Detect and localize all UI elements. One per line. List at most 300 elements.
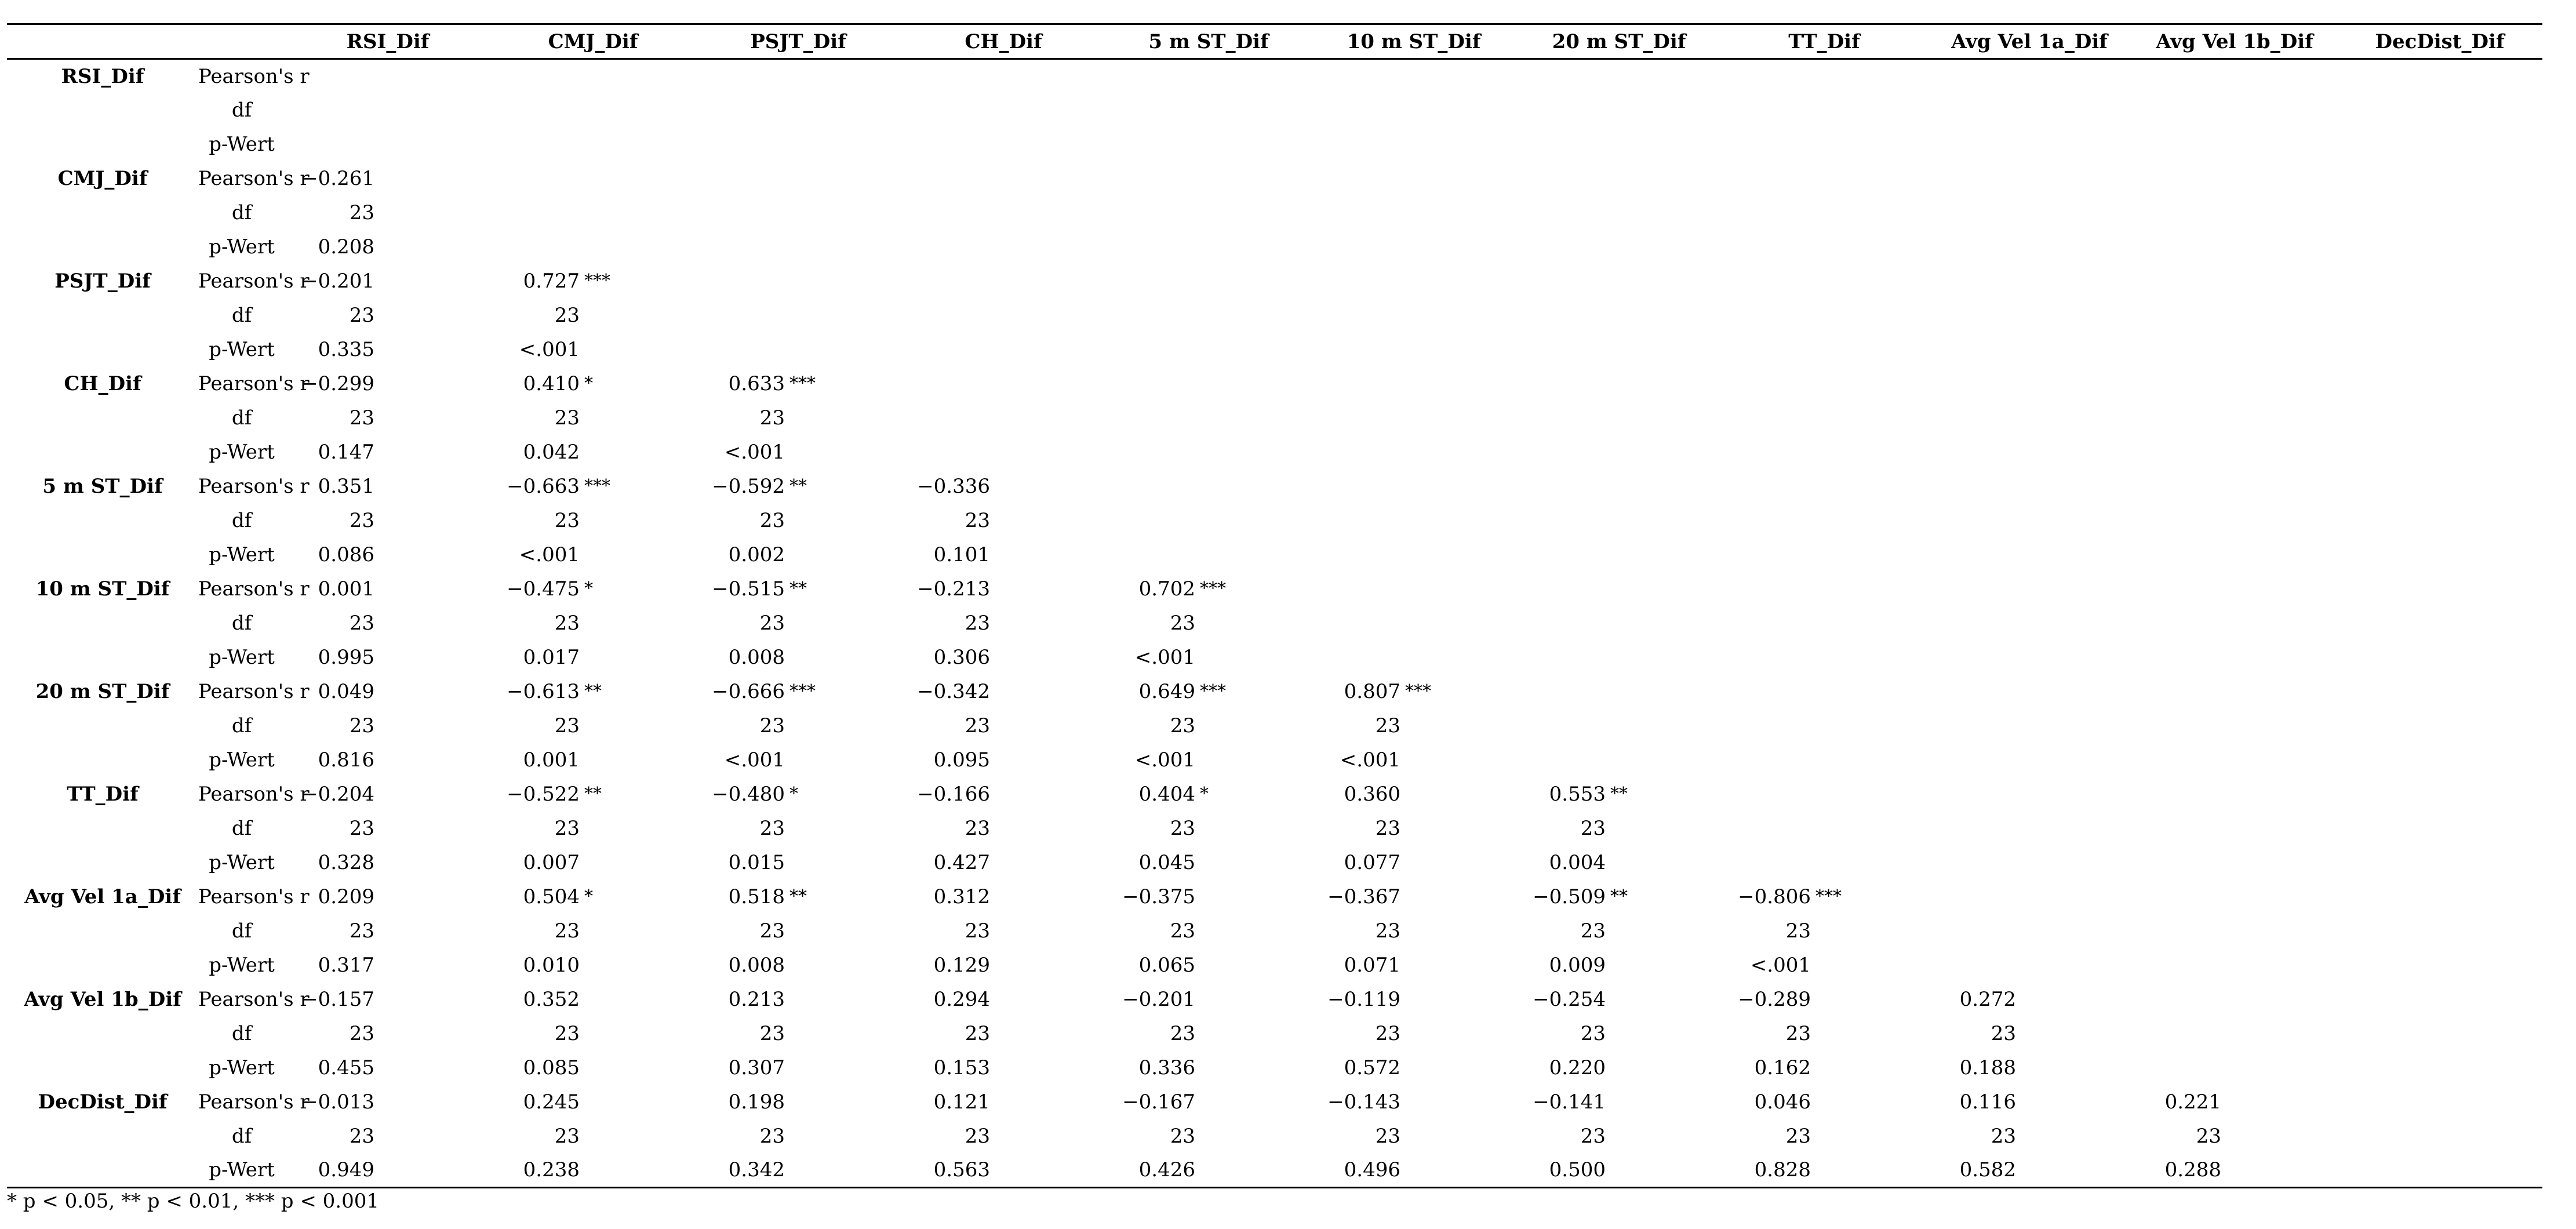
table-cell xyxy=(1311,401,1516,435)
table-row xyxy=(7,1119,2542,1154)
variable-name xyxy=(7,435,198,470)
table-row xyxy=(7,128,2542,162)
column-header: Avg Vel 1a_Dif xyxy=(1927,24,2132,59)
table-cell xyxy=(2132,948,2337,983)
table-cell xyxy=(696,812,901,846)
table-cell xyxy=(696,709,901,743)
table-row xyxy=(7,230,2542,264)
cell-value: −0.289 xyxy=(1738,988,1811,1011)
header-corner-empty xyxy=(7,24,198,59)
cell-value: 23 xyxy=(349,714,374,737)
table-cell xyxy=(901,435,1106,470)
table-cell xyxy=(1516,196,1722,230)
cell-value: 0.116 xyxy=(1959,1090,2016,1114)
cell-value: −0.157 xyxy=(301,988,374,1011)
table-cell xyxy=(2132,1119,2337,1154)
cell-value: 23 xyxy=(554,612,580,635)
table-cell xyxy=(1722,709,1927,743)
table-cell xyxy=(2132,880,2337,914)
cell-value: 23 xyxy=(759,509,785,532)
table-cell xyxy=(1927,367,2132,401)
table-cell xyxy=(1516,435,1722,470)
statistic-label: df xyxy=(231,1022,252,1045)
table-cell xyxy=(1311,470,1516,504)
table-cell xyxy=(1311,812,1516,846)
table-cell xyxy=(696,846,901,880)
table-cell xyxy=(1106,196,1311,230)
table-cell xyxy=(2132,846,2337,880)
cell-value: 0.426 xyxy=(1138,1158,1195,1182)
variable-name xyxy=(7,743,198,777)
table-cell xyxy=(1516,1017,1722,1051)
cell-value: 0.807 xyxy=(1344,680,1400,703)
table-cell xyxy=(1311,196,1516,230)
table-cell xyxy=(901,333,1106,367)
table-cell xyxy=(1311,606,1516,641)
table-cell xyxy=(696,1085,901,1119)
cell-value: 0.213 xyxy=(728,988,785,1011)
table-cell xyxy=(1106,1051,1311,1085)
table-cell xyxy=(490,1119,696,1154)
table-cell xyxy=(2132,572,2337,606)
table-cell xyxy=(696,538,901,572)
variable-name: RSI_Dif xyxy=(61,64,144,88)
cell-value: 23 xyxy=(349,509,374,532)
table-cell xyxy=(901,948,1106,983)
table-row xyxy=(7,538,2542,572)
variable-name: Avg Vel 1a_Dif xyxy=(24,885,181,908)
statistic-label: df xyxy=(231,919,252,943)
table-cell xyxy=(1311,1085,1516,1119)
cell-value: 0.272 xyxy=(1959,988,2016,1011)
table-cell xyxy=(1927,641,2132,675)
variable-name: CMJ_Dif xyxy=(57,167,148,190)
cell-value: 0.572 xyxy=(1344,1056,1400,1079)
table-cell xyxy=(1722,435,1927,470)
table-cell xyxy=(2337,1154,2542,1188)
cell-value: 0.288 xyxy=(2164,1158,2221,1182)
cell-value: 0.008 xyxy=(728,646,785,669)
table-cell xyxy=(2132,470,2337,504)
table-cell xyxy=(1516,93,1722,128)
table-cell xyxy=(2337,948,2542,983)
cell-value: −0.663 xyxy=(507,475,580,498)
cell-value: 0.317 xyxy=(318,954,374,977)
statistic-label: df xyxy=(231,304,252,327)
table-cell xyxy=(901,1017,1106,1051)
table-cell xyxy=(285,1017,490,1051)
table-cell xyxy=(1722,1119,1927,1154)
cell-value: 0.500 xyxy=(1549,1158,1606,1182)
variable-name xyxy=(7,1154,198,1188)
statistic-label: Pearson's r xyxy=(198,372,310,395)
table-cell xyxy=(1311,538,1516,572)
table-cell xyxy=(1311,675,1516,709)
table-cell xyxy=(490,846,696,880)
table-cell xyxy=(901,641,1106,675)
table-cell xyxy=(2132,812,2337,846)
table-cell xyxy=(2337,504,2542,538)
cell-value: −0.166 xyxy=(917,783,990,806)
cell-value: 0.245 xyxy=(523,1090,580,1114)
table-cell xyxy=(901,470,1106,504)
table-row xyxy=(7,435,2542,470)
cell-value: 0.427 xyxy=(933,851,990,874)
variable-name xyxy=(7,1017,198,1051)
table-row xyxy=(7,914,2542,948)
table-cell xyxy=(901,846,1106,880)
table-cell xyxy=(2337,675,2542,709)
table-row xyxy=(7,1085,2542,1119)
cell-value: 0.046 xyxy=(1754,1090,1811,1114)
statistic-label: p-Wert xyxy=(209,235,275,259)
cell-value: 0.351 xyxy=(318,475,374,498)
table-cell xyxy=(696,1119,901,1154)
table-cell xyxy=(901,709,1106,743)
table-cell xyxy=(901,128,1106,162)
table-cell xyxy=(901,538,1106,572)
cell-value: −0.261 xyxy=(301,167,374,190)
table-cell xyxy=(696,606,901,641)
table-row xyxy=(7,162,2542,196)
table-cell xyxy=(1516,333,1722,367)
variable-name xyxy=(7,333,198,367)
table-cell xyxy=(1927,1154,2132,1188)
table-row xyxy=(7,1154,2542,1188)
column-header: 10 m ST_Dif xyxy=(1311,24,1516,59)
table-row xyxy=(7,59,2542,93)
column-header: DecDist_Dif xyxy=(2337,24,2542,59)
cell-value: −0.119 xyxy=(1327,988,1400,1011)
table-cell xyxy=(1311,1017,1516,1051)
statistic-label: p-Wert xyxy=(209,748,275,772)
table-cell xyxy=(1106,333,1311,367)
table-cell xyxy=(2132,983,2337,1017)
table-cell xyxy=(490,367,696,401)
table-cell xyxy=(2132,743,2337,777)
table-cell xyxy=(490,572,696,606)
table-cell xyxy=(696,470,901,504)
table-cell xyxy=(2337,367,2542,401)
statistic-label: p-Wert xyxy=(209,954,275,977)
header-stat-empty xyxy=(198,24,285,59)
table-cell xyxy=(490,264,696,299)
column-header: RSI_Dif xyxy=(285,24,490,59)
table-cell xyxy=(696,401,901,435)
cell-value: 23 xyxy=(965,1022,990,1045)
cell-value: −0.613 xyxy=(507,680,580,703)
cell-value: −0.254 xyxy=(1533,988,1606,1011)
table-cell xyxy=(1722,230,1927,264)
column-header: CMJ_Dif xyxy=(490,24,696,59)
variable-name: DecDist_Dif xyxy=(38,1090,168,1114)
table-cell xyxy=(2337,1017,2542,1051)
cell-value: 23 xyxy=(1170,612,1195,635)
table-cell xyxy=(901,162,1106,196)
table-row xyxy=(7,504,2542,538)
table-cell xyxy=(696,1017,901,1051)
table-cell xyxy=(2337,128,2542,162)
table-cell xyxy=(490,880,696,914)
table-cell xyxy=(2337,299,2542,333)
table-cell xyxy=(901,504,1106,538)
cell-value: 23 xyxy=(1375,1022,1400,1045)
table-cell xyxy=(2337,743,2542,777)
table-cell xyxy=(2132,1085,2337,1119)
table-cell xyxy=(2337,435,2542,470)
table-cell xyxy=(285,846,490,880)
cell-value: 0.455 xyxy=(318,1056,374,1079)
cell-value: 0.220 xyxy=(1549,1056,1606,1079)
table-cell xyxy=(1722,606,1927,641)
cell-value: −0.509 xyxy=(1533,885,1606,908)
significance-marker: *** xyxy=(1405,681,1431,701)
table-cell xyxy=(285,880,490,914)
variable-name xyxy=(7,1119,198,1154)
table-cell xyxy=(696,743,901,777)
table-cell xyxy=(1927,812,2132,846)
statistic-label: p-Wert xyxy=(209,646,275,669)
statistic-label: df xyxy=(231,612,252,635)
table-cell xyxy=(2337,777,2542,812)
statistic-label: Pearson's r xyxy=(198,270,310,293)
table-cell xyxy=(490,435,696,470)
statistic-label: df xyxy=(231,714,252,737)
table-cell xyxy=(285,641,490,675)
cell-value: 23 xyxy=(1375,817,1400,840)
table-row xyxy=(7,743,2542,777)
variable-name xyxy=(7,846,198,880)
table-cell xyxy=(1516,743,1722,777)
cell-value: 23 xyxy=(965,817,990,840)
statistic-label: p-Wert xyxy=(198,1154,285,1188)
statistic-label: p-Wert xyxy=(209,338,275,361)
table-cell xyxy=(1106,812,1311,846)
table-cell xyxy=(285,230,490,264)
table-cell xyxy=(285,983,490,1017)
cell-value: −0.666 xyxy=(712,680,785,703)
table-cell xyxy=(1516,504,1722,538)
table-cell xyxy=(1516,1085,1722,1119)
table-cell xyxy=(1311,128,1516,162)
table-cell xyxy=(285,538,490,572)
table-cell xyxy=(285,914,490,948)
table-cell xyxy=(1106,572,1311,606)
table-cell xyxy=(490,914,696,948)
table-cell xyxy=(1106,709,1311,743)
cell-value: 0.828 xyxy=(1754,1158,1811,1182)
table-cell xyxy=(490,1085,696,1119)
cell-value: 23 xyxy=(1375,1125,1400,1148)
table-cell xyxy=(901,1085,1106,1119)
table-cell xyxy=(1311,948,1516,983)
cell-value: 0.086 xyxy=(318,543,374,566)
cell-value: 23 xyxy=(965,714,990,737)
table-cell xyxy=(2337,230,2542,264)
table-cell xyxy=(490,93,696,128)
statistic-label: Pearson's r xyxy=(198,885,310,908)
significance-marker: *** xyxy=(584,271,610,291)
table-cell xyxy=(1927,162,2132,196)
cell-value: 0.015 xyxy=(728,851,785,874)
cell-value: −0.592 xyxy=(712,475,785,498)
table-cell xyxy=(2337,641,2542,675)
cell-value: 23 xyxy=(1375,714,1400,737)
cell-value: 0.101 xyxy=(933,543,990,566)
table-row xyxy=(7,299,2542,333)
table-cell xyxy=(1106,983,1311,1017)
cell-value: 23 xyxy=(1170,1125,1195,1148)
table-cell xyxy=(490,230,696,264)
table-cell xyxy=(696,880,901,914)
table-cell xyxy=(285,299,490,333)
table-cell xyxy=(2132,59,2337,93)
table-cell xyxy=(1106,777,1311,812)
cell-value: 23 xyxy=(554,304,580,327)
table-cell xyxy=(1722,1154,1927,1188)
cell-value: −0.201 xyxy=(301,270,374,293)
table-cell xyxy=(2337,59,2542,93)
significance-marker: * xyxy=(584,886,593,907)
table-cell xyxy=(1927,846,2132,880)
cell-value: 0.702 xyxy=(1138,577,1195,601)
variable-name xyxy=(7,230,198,264)
cell-value: 23 xyxy=(1375,919,1400,943)
table-cell xyxy=(1927,572,2132,606)
table-cell xyxy=(490,333,696,367)
table-cell xyxy=(2337,812,2542,846)
table-cell xyxy=(901,59,1106,93)
table-cell xyxy=(1722,743,1927,777)
table-cell xyxy=(1516,983,1722,1017)
statistic-label: p-Wert xyxy=(209,1056,275,1079)
table-cell xyxy=(1311,299,1516,333)
table-cell xyxy=(285,162,490,196)
table-cell xyxy=(2337,606,2542,641)
table-cell xyxy=(2337,470,2542,504)
cell-value: 23 xyxy=(349,817,374,840)
table-cell xyxy=(285,333,490,367)
table-cell xyxy=(1722,1017,1927,1051)
table-cell xyxy=(2337,264,2542,299)
table-cell xyxy=(1722,846,1927,880)
cell-value: <.001 xyxy=(1340,748,1400,772)
statistic-label: p-Wert xyxy=(209,851,275,874)
table-cell xyxy=(901,264,1106,299)
table-row xyxy=(7,948,2542,983)
table-cell xyxy=(1516,538,1722,572)
table-cell xyxy=(2337,538,2542,572)
table-cell xyxy=(490,59,696,93)
table-cell xyxy=(1106,675,1311,709)
column-header: Avg Vel 1b_Dif xyxy=(2132,24,2337,59)
cell-value: 0.360 xyxy=(1344,783,1400,806)
cell-value: 0.009 xyxy=(1549,954,1606,977)
table-cell xyxy=(1311,333,1516,367)
table-cell xyxy=(1516,675,1722,709)
table-cell xyxy=(1516,230,1722,264)
cell-value: −0.480 xyxy=(712,783,785,806)
table-cell xyxy=(2337,196,2542,230)
table-row xyxy=(7,880,2542,914)
table-cell xyxy=(1311,846,1516,880)
table-cell xyxy=(1311,230,1516,264)
cell-value: 0.071 xyxy=(1344,954,1400,977)
table-cell xyxy=(901,983,1106,1017)
table-cell xyxy=(1106,162,1311,196)
table-row xyxy=(7,675,2542,709)
variable-name xyxy=(7,812,198,846)
table-cell xyxy=(1927,675,2132,709)
cell-value: <.001 xyxy=(1134,748,1195,772)
table-cell xyxy=(1722,538,1927,572)
significance-marker: * xyxy=(1200,784,1209,804)
table-cell xyxy=(1927,435,2132,470)
table-cell xyxy=(2132,264,2337,299)
cell-value: 0.312 xyxy=(933,885,990,908)
table-cell xyxy=(901,196,1106,230)
table-cell xyxy=(901,367,1106,401)
table-cell xyxy=(2132,367,2337,401)
table-cell xyxy=(490,606,696,641)
table-row xyxy=(7,846,2542,880)
table-cell xyxy=(1927,709,2132,743)
cell-value: 23 xyxy=(554,817,580,840)
table-cell xyxy=(2132,230,2337,264)
table-cell xyxy=(2337,1119,2542,1154)
significance-marker: ** xyxy=(1610,886,1628,907)
variable-name xyxy=(7,196,198,230)
significance-footnote: * p < 0.05, ** p < 0.01, *** p < 0.001 xyxy=(7,1190,379,1213)
table-cell xyxy=(901,880,1106,914)
table-cell xyxy=(1311,162,1516,196)
cell-value: 0.121 xyxy=(933,1090,990,1114)
statistic-label: Pearson's r xyxy=(198,1090,310,1114)
significance-marker: ** xyxy=(789,476,807,496)
statistic-label: p-Wert xyxy=(209,133,275,156)
variable-name xyxy=(7,606,198,641)
table-cell xyxy=(1311,367,1516,401)
table-cell xyxy=(285,93,490,128)
cell-value: 0.045 xyxy=(1138,851,1195,874)
table-body xyxy=(7,59,2542,1188)
cell-value: 23 xyxy=(349,612,374,635)
cell-value: 0.307 xyxy=(728,1056,785,1079)
table-cell xyxy=(285,709,490,743)
table-cell xyxy=(696,641,901,675)
cell-value: 23 xyxy=(2196,1125,2221,1148)
table-cell xyxy=(1722,1085,1927,1119)
table-cell xyxy=(696,1154,901,1188)
cell-value: 23 xyxy=(554,406,580,430)
table-cell xyxy=(901,230,1106,264)
table-cell xyxy=(285,1051,490,1085)
cell-value: 0.649 xyxy=(1138,680,1195,703)
table-cell xyxy=(1927,1017,2132,1051)
cell-value: 0.410 xyxy=(523,372,580,395)
cell-value: 23 xyxy=(1170,714,1195,737)
cell-value: 0.065 xyxy=(1138,954,1195,977)
cell-value: 0.352 xyxy=(523,988,580,1011)
table-cell xyxy=(285,470,490,504)
table-cell xyxy=(1927,196,2132,230)
cell-value: 0.582 xyxy=(1959,1158,2016,1182)
table-cell xyxy=(2132,675,2337,709)
variable-name: Avg Vel 1b_Dif xyxy=(24,988,181,1011)
table-cell xyxy=(1722,128,1927,162)
cell-value: 0.336 xyxy=(1138,1056,1195,1079)
table-cell xyxy=(285,264,490,299)
